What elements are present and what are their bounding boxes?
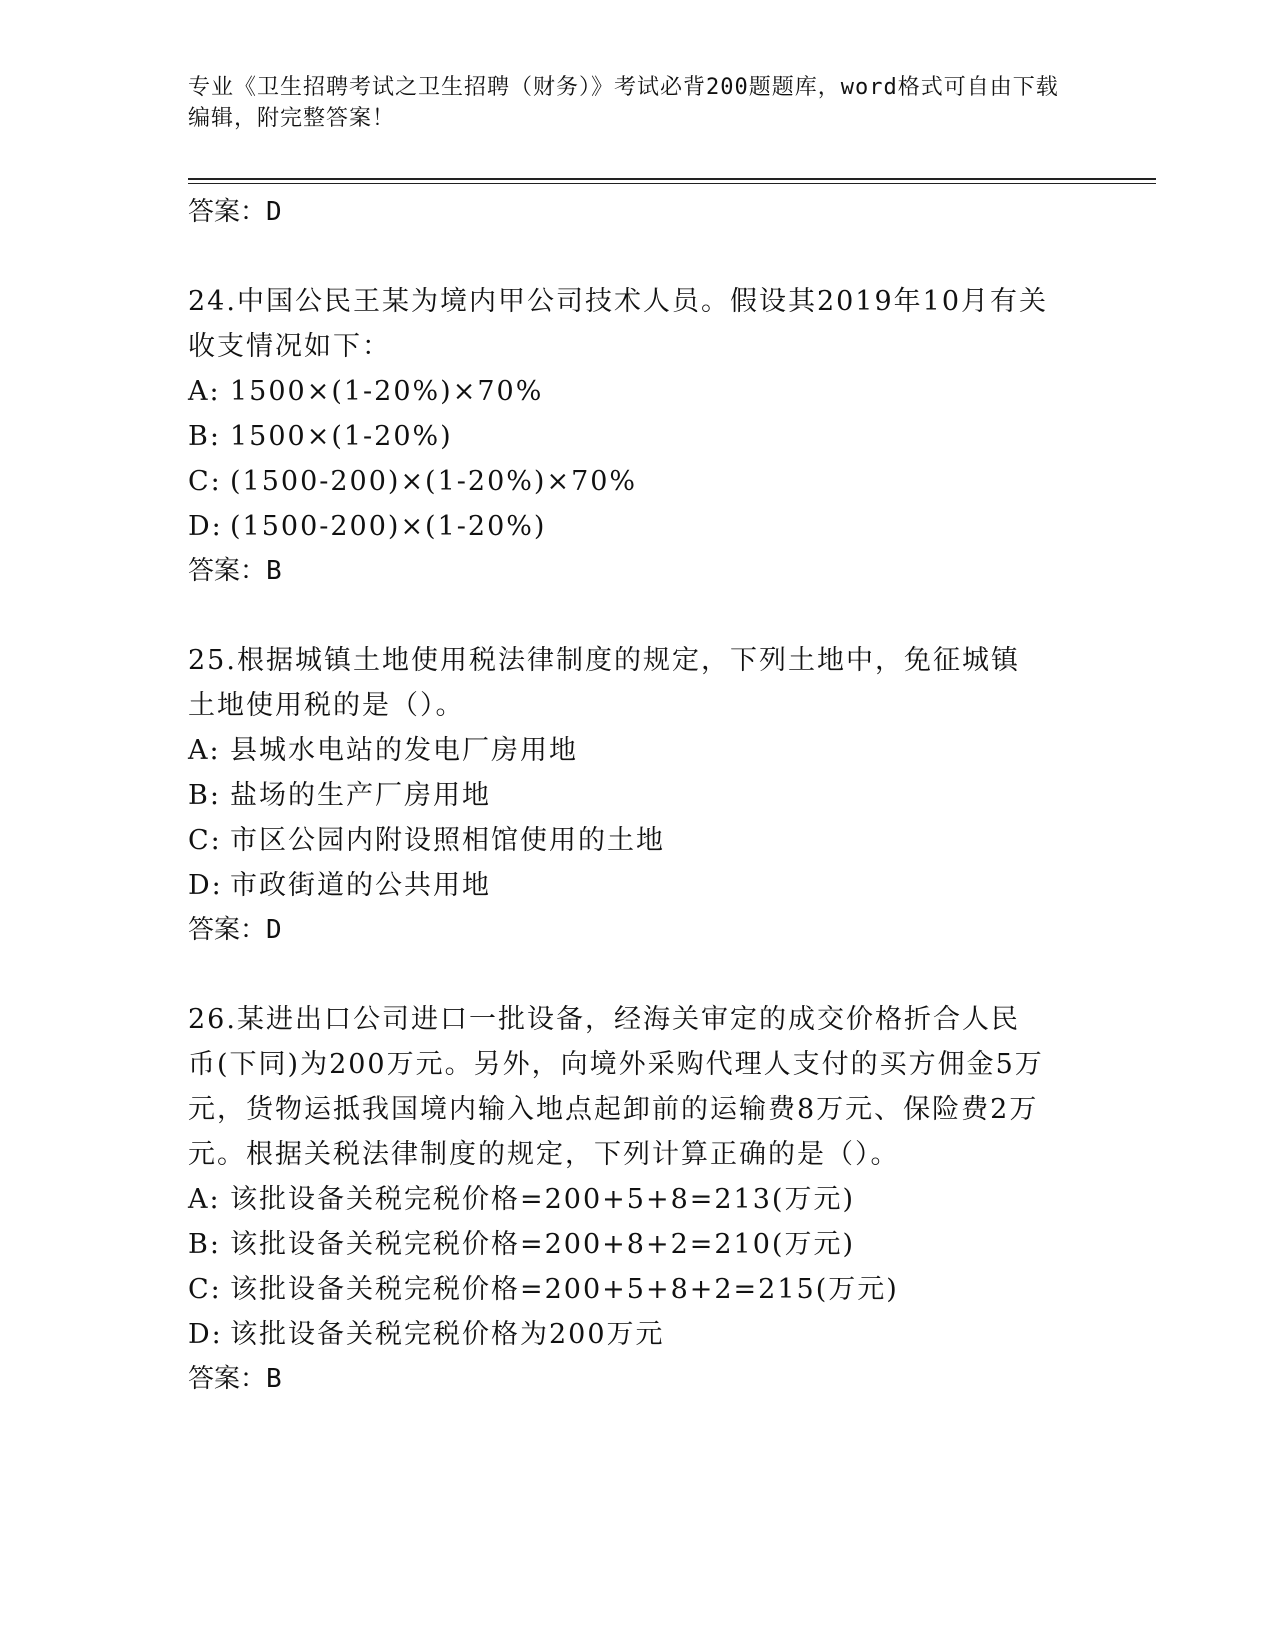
option-text: 该批设备关税完税价格=200+5+8+2=215(万元): [230, 1274, 899, 1305]
option-c: [188, 459, 1088, 504]
header-rule-thin: [188, 183, 1156, 184]
question-block: [188, 279, 1088, 593]
option-a: [188, 728, 1088, 773]
option-text: (1500-200)×(1-20%): [230, 511, 547, 542]
answer-label: 答案：B: [188, 556, 282, 586]
option-text: 1500×(1-20%): [230, 421, 453, 452]
question-block: [188, 997, 1088, 1401]
option-text: 该批设备关税完税价格=200+5+8=213(万元): [230, 1184, 855, 1215]
option-a: [188, 1177, 1088, 1222]
option-d: [188, 863, 1088, 908]
option-letter: C:: [188, 1274, 222, 1305]
header-rule-thick: [188, 178, 1156, 180]
option-letter: B:: [188, 421, 221, 452]
option-b: [188, 414, 1088, 459]
answer-label: 答案：D: [188, 915, 282, 945]
option-letter: A:: [188, 376, 221, 407]
option-letter: A:: [188, 1184, 221, 1215]
option-d: [188, 1312, 1088, 1357]
option-d: [188, 504, 1088, 549]
option-letter: C:: [188, 825, 222, 856]
option-a: [188, 369, 1088, 414]
option-letter: D:: [188, 870, 223, 901]
page-header: 专业《卫生招聘考试之卫生招聘（财务）》考试必背200题题库，word格式可自由下载编辑，附完整答案！: [188, 75, 1059, 131]
option-c: [188, 1267, 1088, 1312]
option-b: [188, 773, 1088, 818]
option-letter: B:: [188, 780, 221, 811]
option-text: 该批设备关税完税价格=200+8+2=210(万元): [230, 1229, 855, 1260]
option-text: (1500-200)×(1-20%)×70%: [230, 466, 638, 497]
question-list: [188, 190, 1088, 1401]
option-letter: C:: [188, 466, 222, 497]
answer-label: 答案：D: [188, 197, 282, 227]
question-block: [188, 638, 1088, 952]
option-letter: D:: [188, 511, 223, 542]
answer-label: 答案：B: [188, 1364, 282, 1394]
option-text: 1500×(1-20%)×70%: [230, 376, 544, 407]
option-c: [188, 818, 1088, 863]
option-letter: A:: [188, 735, 221, 766]
option-text: 市政街道的公共用地: [230, 870, 491, 901]
option-text: 县城水电站的发电厂房用地: [230, 735, 578, 766]
question-text: 25.根据城镇土地使用税法律制度的规定，下列土地中，免征城镇土地使用税的是（）。: [188, 645, 1020, 721]
question-text: 24.中国公民王某为境内甲公司技术人员。假设其2019年10月有关收支情况如下：: [188, 286, 1049, 362]
option-b: [188, 1222, 1088, 1267]
option-letter: B:: [188, 1229, 221, 1260]
option-text: 该批设备关税完税价格为200万元: [230, 1319, 665, 1350]
option-text: 市区公园内附设照相馆使用的土地: [230, 825, 665, 856]
option-text: 盐场的生产厂房用地: [230, 780, 491, 811]
question-text: 26.某进出口公司进口一批设备，经海关审定的成交价格折合人民币(下同)为200万元。另外，向境外采购代理人支付的买方佣金5万元，货物运抵我国境内输入地点起卸前的运输费8万元、保险费2万元。根据关税法律制度的规定，下列计算正确的是（）。: [188, 1004, 1044, 1170]
option-letter: D:: [188, 1319, 223, 1350]
